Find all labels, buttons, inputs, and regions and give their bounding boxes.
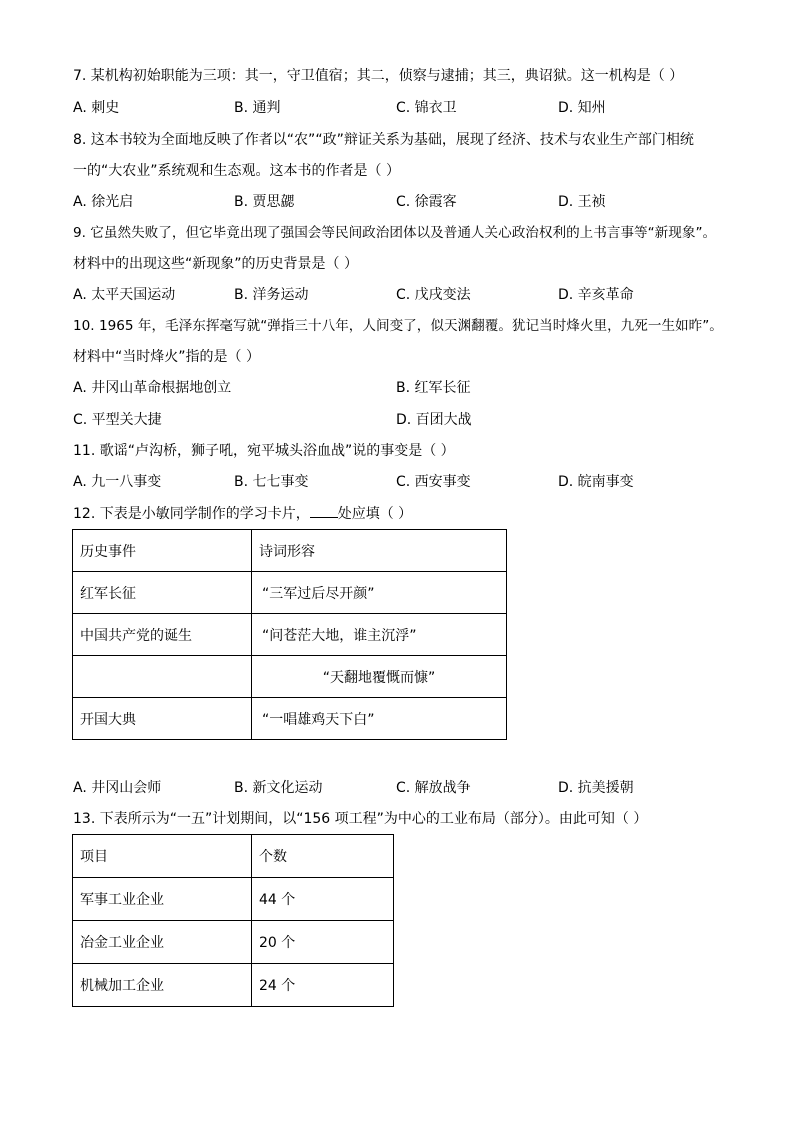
- q7-option-d: D. 知州: [558, 100, 606, 116]
- table-cell: 44 个: [252, 878, 394, 921]
- q10-stem-line2: 材料中“当时烽火”指的是（ ）: [73, 349, 260, 365]
- table-cell: 中国共产党的诞生: [73, 614, 252, 656]
- table-cell: 24 个: [252, 964, 394, 1007]
- q12-stem-before: 12. 下表是小敏同学制作的学习卡片，: [73, 506, 310, 522]
- q8-stem-line1: 8. 这本书较为全面地反映了作者以“农”“政”辩证关系为基础，展现了经济、技术与农业生产部门相统: [73, 132, 694, 148]
- q10-option-b: B. 红军长征: [396, 380, 471, 396]
- q7-option-b: B. 通判: [234, 100, 281, 116]
- q13-table: [72, 834, 394, 1007]
- q12-stem-after: 处应填（ ）: [337, 506, 413, 522]
- q8-option-c: C. 徐霞客: [396, 194, 457, 210]
- q8-stem-line2: 一的“大农业”系统观和生态观。这本书的作者是（ ）: [73, 163, 400, 179]
- table-cell: 机械加工企业: [73, 964, 252, 1007]
- q11-stem: 11. 歌谣“卢沟桥，狮子吼，宛平城头浴血战”说的事变是（ ）: [73, 443, 455, 459]
- q9-option-b: B. 洋务运动: [234, 287, 309, 303]
- q8-option-b: B. 贾思勰: [234, 194, 295, 210]
- table-header-cell: 项目: [73, 835, 252, 878]
- q12-option-c: C. 解放战争: [396, 780, 471, 796]
- q12-option-a: A. 井冈山会师: [73, 780, 162, 796]
- q9-stem-line1: 9. 它虽然失败了，但它毕竟出现了强国会等民间政治团体以及普通人关心政治权利的上书言事等“新现象”。: [73, 225, 717, 241]
- table-cell: “问苍茫大地，谁主沉浮”: [252, 614, 507, 656]
- table-header-cell: 个数: [252, 835, 394, 878]
- table-row: [73, 835, 394, 878]
- q12-stem: [73, 504, 412, 523]
- q13-stem: 13. 下表所示为“一五”计划期间，以“156 项工程”为中心的工业布局（部分）。由此可知（ ）: [73, 811, 648, 827]
- q11-option-b: B. 七七事变: [234, 474, 309, 490]
- table-cell: “天翻地覆慨而慷”: [252, 656, 507, 698]
- table-row: [73, 614, 507, 656]
- q7-option-a: A. 刺史: [73, 100, 120, 116]
- q11-option-c: C. 西安事变: [396, 474, 471, 490]
- q9-option-a: A. 太平天国运动: [73, 287, 176, 303]
- q10-option-c: C. 平型关大捷: [73, 412, 162, 428]
- q10-option-d: D. 百团大战: [396, 412, 472, 428]
- table-row: [73, 530, 507, 572]
- table-cell: 红军长征: [73, 572, 252, 614]
- table-row: [73, 921, 394, 964]
- table-cell-blank: [73, 656, 252, 698]
- table-row: [73, 572, 507, 614]
- table-cell: 冶金工业企业: [73, 921, 252, 964]
- q10-option-a: A. 井冈山革命根据地创立: [73, 380, 232, 396]
- q9-stem-line2: 材料中的出现这些“新现象”的历史背景是（ ）: [73, 256, 358, 272]
- q12-table: [72, 529, 507, 740]
- q10-stem-line1: 10. 1965 年，毛泽东挥毫写就“弹指三十八年，人间变了，似天渊翻覆。犹记当时烽火里，九死一生如昨”。: [73, 318, 723, 334]
- table-cell: 军事工业企业: [73, 878, 252, 921]
- q7-stem: 7. 某机构初始职能为三项：其一，守卫值宿；其二，侦察与逮捕；其三，典诏狱。这一机构是（ ）: [73, 68, 684, 84]
- table-row: [73, 964, 394, 1007]
- q12-option-b: B. 新文化运动: [234, 780, 323, 796]
- q11-option-d: D. 皖南事变: [558, 474, 634, 490]
- q9-option-d: D. 辛亥革命: [558, 287, 634, 303]
- table-header-cell: 历史事件: [73, 530, 252, 572]
- table-cell: 20 个: [252, 921, 394, 964]
- table-header-cell: 诗词形容: [252, 530, 507, 572]
- q7-option-c: C. 锦衣卫: [396, 100, 457, 116]
- table-row: [73, 698, 507, 740]
- q11-option-a: A. 九一八事变: [73, 474, 162, 490]
- table-cell: “一唱雄鸡天下白”: [252, 698, 507, 740]
- q8-option-a: A. 徐光启: [73, 194, 134, 210]
- q12-option-d: D. 抗美援朝: [558, 780, 634, 796]
- table-cell: “三军过后尽开颜”: [252, 572, 507, 614]
- q8-option-d: D. 王祯: [558, 194, 606, 210]
- table-row: [73, 878, 394, 921]
- table-row: [73, 656, 507, 698]
- table-cell: 开国大典: [73, 698, 252, 740]
- q12-blank: [310, 504, 338, 518]
- q9-option-c: C. 戊戌变法: [396, 287, 471, 303]
